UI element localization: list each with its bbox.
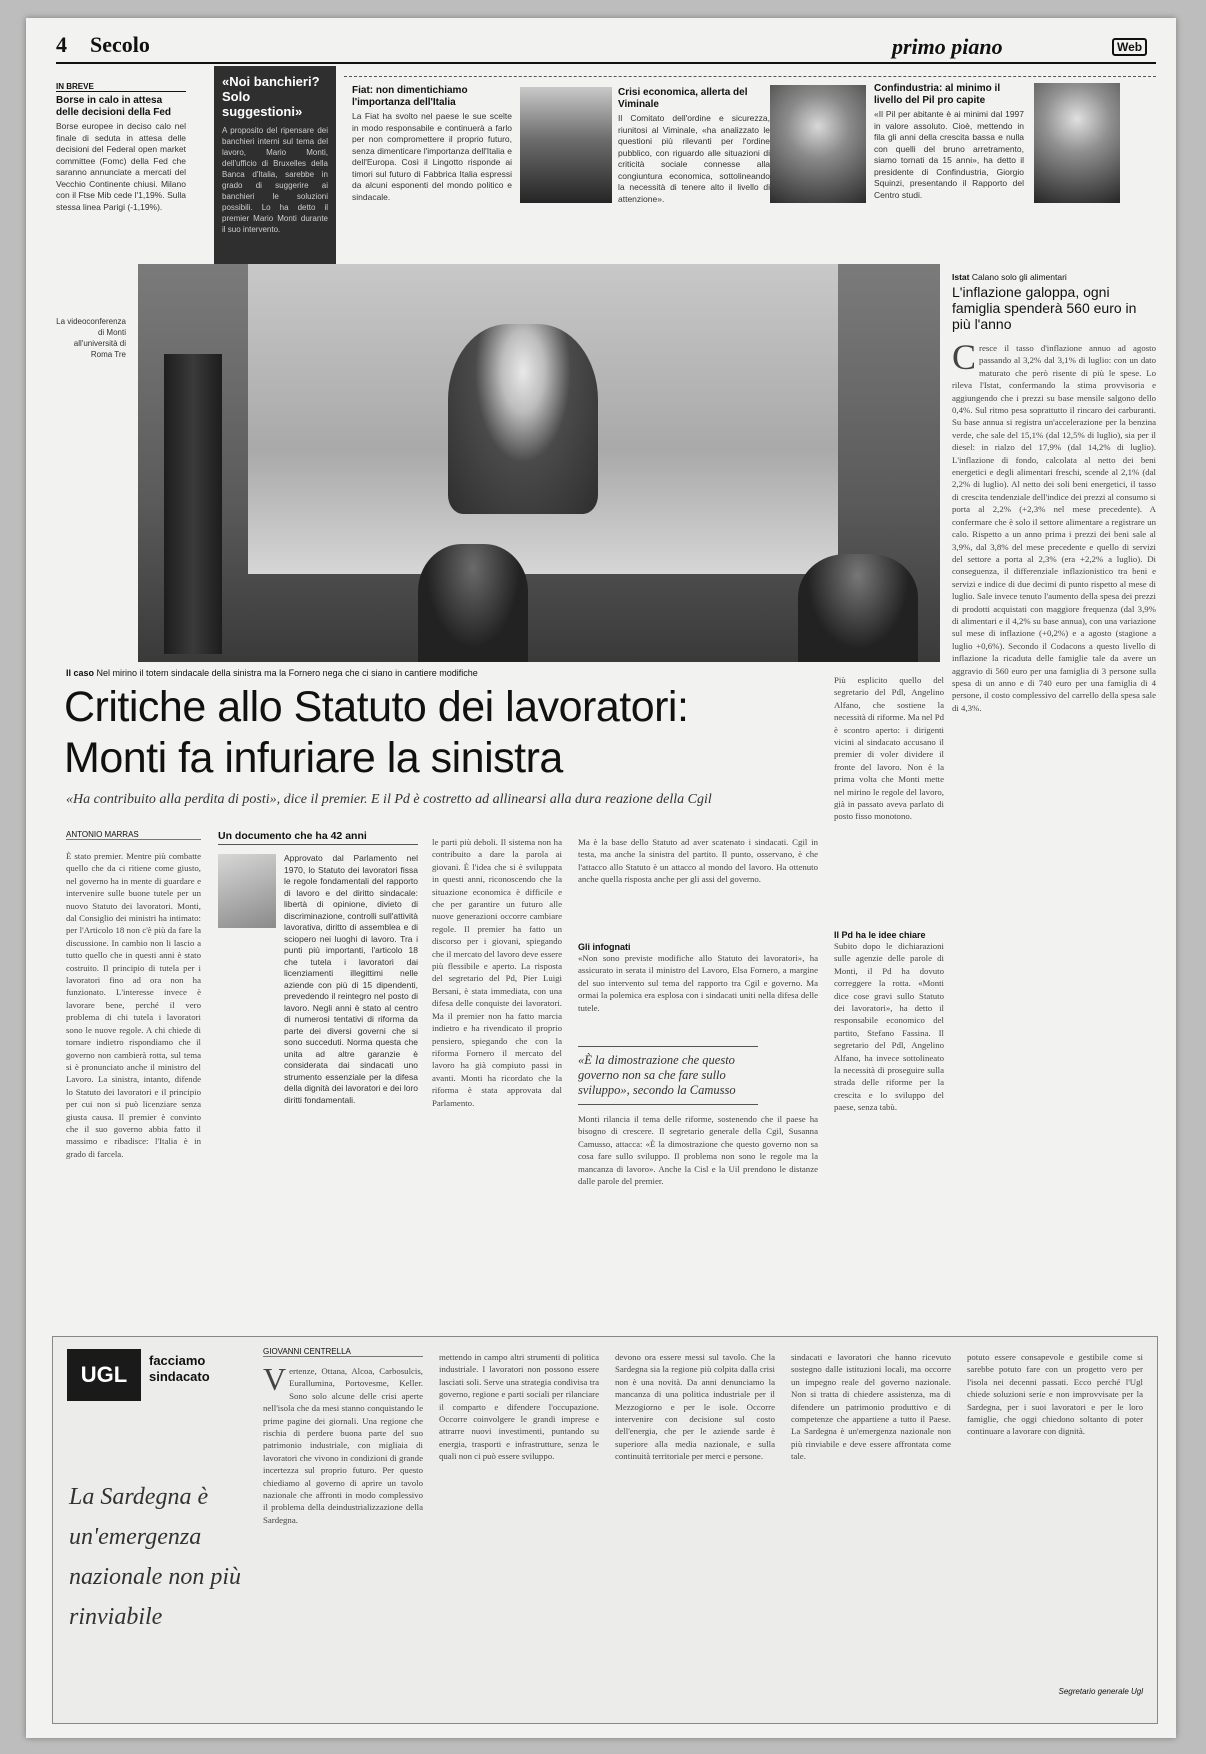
fiat-text: La Fiat ha svolto nel paese le sue scelte in modo responsabile e continuerà a farlo per non compromettere il proprio futuro, senza dimenticare l'importanza dell'Italia e dell'Europa. Così il Lingotto risponde ai timori sul futuro di Fabbrica Italia espressi da alcuni esponenti del mondo politico e sindacale. xyxy=(352,111,512,202)
sindacato-heading xyxy=(149,1353,210,1385)
pullquote: «È la dimostrazione che questo governo non sa che fare sullo sviluppo», secondo la Camusso xyxy=(578,1046,758,1105)
confindustria-brief xyxy=(874,83,1024,201)
section-title: primo piano xyxy=(892,34,1003,59)
main-col3b-text: Monti rilancia il tema delle riforme, sostenendo che il paese ha bisogno di crescere. Il segretario generale della Cgil, Susanna Camusso, attacca: «È la dimostrazione che questo governo non sa cosa fare sullo sviluppo. Il problema non sono le regole ma la mancanza di lavoro». Anche la Cisl e la Uil prendono le distanze dalle parole del premier. xyxy=(578,1114,818,1187)
site-logo: Web xyxy=(1112,38,1147,56)
main-col-4 xyxy=(834,674,944,1260)
sindacato-heading-2: sindacato xyxy=(149,1369,210,1384)
main-author: ANTONIO MARRAS xyxy=(66,830,201,840)
fiat-photo xyxy=(520,87,612,203)
main-photo-caption: La videoconferenza di Monti all'università di Roma Tre xyxy=(56,317,126,359)
istat-kicker: Calano solo gli alimentari xyxy=(971,272,1067,282)
viminale-title: Crisi economica, allerta del Viminale xyxy=(618,87,748,110)
main-kicker-text: Nel mirino il totem sindacale della sinistra ma la Fornero nega che ci siano in cantiere modifiche xyxy=(96,668,478,678)
sindacato-col-2 xyxy=(439,1351,599,1701)
confindustria-text: «Il Pil per abitante è ai minimi dal 1997 in valore assoluto. Cioè, mettendo in fila gli anni della crescita bassa e nulla con quelli del bruno arretramento, siamo tornati da 15 anni», ha detto il presidente di Confindustria, Giorgio Squinzi, presentando il Rapporto del Centro studi. xyxy=(874,109,1024,200)
main-headline xyxy=(64,682,944,784)
viminale-brief xyxy=(618,87,770,205)
sindacato-col1-body xyxy=(263,1365,423,1695)
statuto-photo xyxy=(218,854,276,928)
sindacato-section xyxy=(52,1336,1158,1724)
main-col4b-text: Subito dopo le dichiarazioni sulle agenzie delle parole di Monti, il Pd ha dovuto correggere la rotta. «Monti dice cose gravi sullo Statuto dei lavoratori», ha detto il responsabile economico del partito, Stefano Fassina. Il segretario del Pdl, Angelino Alfano, ha invece sottolineato la necessità di proseguire sulla strada delle riforme per la crescita e lo sviluppo del paese, senza tabù. xyxy=(834,941,944,1113)
sindacato-col4-text: sindacati e lavoratori che hanno ricevuto sostegno dalle istituzioni locali, ma occorre un impegno reale del governo nazionale. Non si tratta di chiedere assistenza, ma di difendere un patrimonio produttivo e di competenze che appartiene a tutto il Paese. La Sardegna è un'emergenza nazionale non più rinviabile e deve essere affrontata come tale. xyxy=(791,1352,951,1462)
sindacato-col-3 xyxy=(615,1351,775,1701)
confindustria-photo xyxy=(1034,83,1120,203)
banchieri-title: «Noi banchieri? Solo suggestioni» xyxy=(222,74,320,119)
istat-body xyxy=(952,337,1156,714)
in-breve-title: Borse in calo in attesa delle decisioni della Fed xyxy=(56,95,172,118)
sindacato-col-5 xyxy=(967,1351,1143,1696)
main-photo xyxy=(138,264,940,662)
sindacato-col2-text: mettendo in campo altri strumenti di politica industriale. I lavoratori non possono essere lasciati soli. Serve una strategia condivisa tra governo, regione e parti sociali per rilanciare il comparto e difendere l'occupazione. Occorre coinvolgere le grandi imprese e attrarre nuovi investimenti, puntando su energia, trasporti e infrastrutture, senza le quali non ci può essere sviluppo. xyxy=(439,1352,599,1462)
sindacato-col5-text: potuto essere consapevole e gestibile come si sarebbe potuto fare con un progetto vero per l'isola nei decenni passati. Ecco perché l'Ugl chiede soluzioni serie e non improvvisate per la Sardegna, per i suoi lavoratori e per le loro famiglie, che oggi chiedono soltanto di poter continuare a lavorare con dignità. xyxy=(967,1352,1143,1437)
viminale-text: Il Comitato dell'ordine e sicurezza, riunitosi al Viminale, «ha analizzato le questioni più rilevanti per l'ordine pubblico, con riguardo alle situazioni di criticità sociale connesse alla congiuntura economica, sottolineando la necessità di tenere alto il livello di attenzione». xyxy=(618,113,770,204)
main-col-2 xyxy=(432,836,562,1286)
sindacato-heading-1: facciamo xyxy=(149,1353,206,1368)
in-breve-label: IN BREVE xyxy=(56,82,186,92)
fiat-brief xyxy=(352,85,512,203)
istat-title: L'inflazione galoppa, ogni famiglia spenderà 560 euro in più l'anno xyxy=(952,284,1137,332)
sindacato-author: GIOVANNI CENTRELLA xyxy=(263,1347,423,1357)
main-col-1 xyxy=(66,830,201,1310)
main-kicker xyxy=(66,668,936,678)
sindacato-footer-note: Segretario generale Ugl xyxy=(1058,1687,1143,1696)
istat-label: Istat xyxy=(952,272,970,282)
sindacato-col-4 xyxy=(791,1351,951,1701)
in-breve-text: Borse europee in deciso calo nel finale di seduta in attesa delle decisioni del Federal open market committee (Fomc) della Fed che saranno annunciate a mercati del Vecchio Continente chiusi. Milano con il Ftse Mib cede l'1,19%. Sulla stessa linea Parigi (-1,19%). xyxy=(56,121,186,212)
infognati-text: «Non sono previste modifiche allo Statuto dei lavoratori», ha assicurato in serata il ministro del Lavoro, Elsa Fornero, a margine del suo intervento sul tema del rapporto tra Cgil e governo. Ma ormai la polemica era esplosa con i sindacati uniti nella difesa delle tutele. xyxy=(578,953,818,1013)
main-col3-text: Ma è la base dello Statuto ad aver scatenato i sindacati. Cgil in testa, ma anche la sinistra del partito. Il punto, osservano, è che l'attacco allo Statuto è un attacco al mondo del lavoro. Ha ottenuto anche quella risposta anche per gli assi del governo. xyxy=(578,837,818,885)
fiat-title: Fiat: non dimentichiamo l'importanza dell'Italia xyxy=(352,85,468,108)
sindacato-col1-text: ertenze, Ottana, Alcoa, Carbosulcis, Eurallumina, Portovesme, Keller. Sono solo alcune delle crisi aperte nell'isola che da mesi stanno conquistando le prime pagine dei giornali. Una regione che rischia di perdere buona parte del suo patrimonio industriale, con migliaia di lavoratori che vivono in condizioni di grande incertezza sul proprio futuro. Per questo chiediamo al governo di aprire un tavolo nazionale che affronti in modo complessivo il problema della deindustrializzazione della Sardegna. xyxy=(263,1366,423,1525)
main-subtitle: «Ha contribuito alla perdita di posti», dice il premier. E il Pd è costretto ad allinearsi alla dura reazione della Cgil xyxy=(66,792,712,807)
banchieri-text: A proposito del ripensare dei banchieri interni sul tema del lavoro, Mario Monti, dell'ufficio di Bruxelles della Banca d'Italia, sarebbe in grado di suggerire ai banchieri le soluzioni possibili. Lo ha detto il premier Mario Monti durante il suo intervento. xyxy=(222,126,328,234)
sindacato-col-1 xyxy=(263,1347,423,1695)
page-number: 4 xyxy=(56,32,67,57)
istat-kicker-row xyxy=(952,272,1156,282)
photo-flag xyxy=(164,354,222,654)
pd-title: Il Pd ha le idee chiare xyxy=(834,930,926,940)
statuto-box-text: Approvato dal Parlamento nel 1970, lo Statuto dei lavoratori fissa le regole fondamentali del rapporto di lavoro e del diritto sindacale: libertà di opinione, divieto di discriminazione, controlli sull'attività lavorativa, diritto di assemblea e di sciopero nei luoghi di lavoro. Tra i punti più importanti, l'articolo 18 che tutela i lavoratori dai licenziamenti illegittimi nelle aziende con più di 15 dipendenti, prevedendo il reintegro nel posto di lavoro. Negli anni è stato al centro di numerosi tentativi di riforma da parte dei diversi governi che si sono succeduti. Norma questa che unita ad altre garanzie è considerata dai sindacati uno strumento essenziale per la difesa della dignità dei lavoratori e dei loro diritti fondamentali. xyxy=(284,853,418,1105)
newspaper-page xyxy=(26,18,1176,1738)
ugl-logo xyxy=(67,1349,141,1401)
infognati-title: Gli infognati xyxy=(578,942,631,952)
sindacato-quote: La Sardegna è un'emergenza nazionale non più rinviabile xyxy=(69,1484,241,1630)
photo-person-left xyxy=(418,544,528,662)
statuto-box-title: Un documento che ha 42 anni xyxy=(218,830,418,845)
photo-person-right xyxy=(798,554,918,662)
istat-text: resce il tasso d'inflazione annuo ad agosto passando al 3,2% dal 3,1% di luglio: con un dato maturato che però risente di più le spese. Lo rileva l'Istat, confermando la stima provvisoria e aggiungendo che i prezzi su base mensile salgono dello 0,4%. Sul ritmo pesa soprattutto il rincaro dei carburanti. Su base annua si registra un'accelerazione per la benzina verde, che sale del 15,1% (dal 12,5% di luglio), sia per il diesel: in rialzo del 17,9% (dal 14,2% di luglio). L'inflazione di fondo, calcolata al netto dei beni energetici e degli alimentari freschi, scende al 2,1% (dal 2,2% di luglio). Al netto dei soli beni energetici, il tasso di crescita tendenziale dell'indice dei prezzi al consumo si porta al 2,2% (+2,3% nel mese precedente). A confermare che è solo il settore alimentare a registrare un calo. Rispetto a un anno prima i prezzi dei beni sale al 3,9%, dal 3,8% del mese precedente e quello di servizi del settore a porta al 2,3% (era +2,2% a luglio). Di conseguenza, il differenziale inflazionistico tra beni e servizi e indice di due decimi di punto rispetto al mese di luglio. Sale invece tenuto l'aumento della spesa dei prezzi di prodotti acquistati con maggiore frequenza (dal 3,9% di alimentari e il 4,2% su base annua), con una variazione sul mese di inflazione (+0,2%) e a agosto (stagione a luglio +0,6%). Secondo il Codacons a questo livello di inflazione la ricaduta delle famiglie tale da avere un aggravio di 560 euro per una famiglia di 3 persone sulla spesa di un anno e di 740 euro per una famiglia di 4 persone, il costo complessivo del carrello della spesa sale di 4,3%. xyxy=(952,343,1156,713)
statuto-box xyxy=(218,830,418,1293)
header-rule xyxy=(56,62,1156,64)
confindustria-title: Confindustria: al minimo il livello del Pil pro capite xyxy=(874,83,1001,106)
istat-article xyxy=(952,272,1156,714)
main-headline-line2: Monti fa infuriare la sinistra xyxy=(64,734,563,782)
main-col-3 xyxy=(578,836,818,1263)
istat-drop-cap: C xyxy=(952,337,977,377)
viminale-photo xyxy=(770,85,866,203)
paper-name: Secolo xyxy=(90,32,150,57)
banchieri-box xyxy=(214,66,336,271)
in-breve-brief xyxy=(56,82,186,213)
ugl-logo-text: UGL xyxy=(80,1362,128,1387)
main-col4-text: Più esplicito quello del segretario del Pdl, Angelino Alfano, che sostiene la necessità di riforme. Ma nel Pd è scontro aperto: i dirigenti vicini al sindacato accusano il premier di voler dividere il fronte del lavoro. Non è la prima volta che Monti mette nel mirino le regole del lavoro, già in passato aveva parlato di posto fisso monotono. xyxy=(834,675,944,822)
sindacato-col3-text: devono ora essere messi sul tavolo. Che la Sardegna sia la regione più colpita dalla crisi non è una novità. Da anni denunciamo la mancanza di una politica industriale per il Mezzogiorno e per le isole. Occorre intervenire con decisione sul costo dell'energia, che per le aziende sarde è superiore alla media nazionale, e sulla continuità territoriale per merci e persone. xyxy=(615,1352,775,1462)
page-header xyxy=(56,32,1156,62)
main-col2-text: le parti più deboli. Il sistema non ha contribuito a dare la parola ai giovani. È l'idea che si è sviluppata in questi anni, riconoscendo che la situazione economica è difficile e che per garantire un futuro alle nuove generazioni occorre cambiare regole. Il premier ha fatto un discorso per i giovani, spiegando che il mercato del lavoro deve essere più flessibile e aperto. La risposta del segretario del Pd, Pier Luigi Bersani, è stata immediata, con una difesa delle conquiste dei lavoratori. Ma il premier non ha fatto marcia indietro e ha rivendicato il proprio pensiero, spiegando che con la riforma Fornero il mercato del lavoro ha già compiuto passi in avanti. Monti ha ricordato che la riforma è stata approvata dal Parlamento. xyxy=(432,837,562,1108)
photo-speaker-on-screen xyxy=(448,324,598,514)
main-headline-line1: Critiche allo Statuto dei lavoratori: xyxy=(64,683,689,731)
main-kicker-label: Il caso xyxy=(66,668,95,678)
main-col1-text: È stato premier. Mentre più combatte quello che da ci ritiene come giusto, nel governo ha in mente di guardare e intervenire sulle buone tutele per un nuovo Statuto dei lavoratori. Monti, dal Consiglio dei ministri ha intimato: per l'Articolo 18 non c'è più da fare la discussione. In cambio non li lascio a tutto quello che in questi anni è stato costruito. Il principio di tutela per i lavoratori fino ad ora non ha funzionato. L'interesse invece è lavorare bene, perché il vero problema di chi tutela i lavoratori sono le nuove regole. A chi chiede di tornare indietro rispondiamo che il governo non cambierà rotta, sul tema si è pronunciato anche il ministro del Lavoro. La sinistra, intanto, difende lo Statuto dei lavoratori e il principio per cui non si può licenziare senza giusta causa. Il premier è convinto che il suo governo abbia fatto il massimo e ribadisce: l'Italia è in grado di farcela. xyxy=(66,851,201,1159)
sindacato-drop-cap: V xyxy=(263,1365,287,1397)
top-briefs-strip xyxy=(344,76,1156,255)
